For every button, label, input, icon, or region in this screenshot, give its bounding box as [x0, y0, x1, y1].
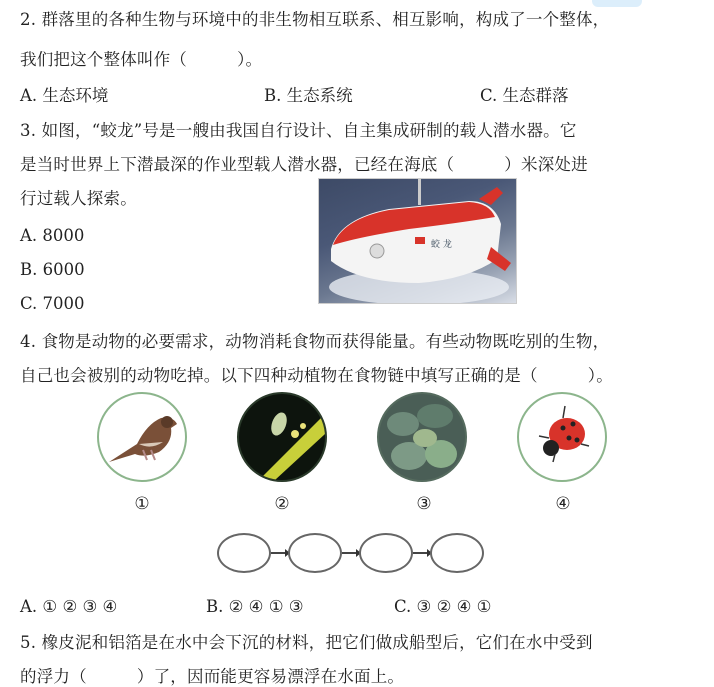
q3-text-line1: 3. 如图，“蛟龙”号是一艘由我国自行设计、自主集成研制的载人潜水器。它 [20, 121, 577, 140]
picture-label-1: ① [134, 494, 150, 514]
q3-option-b[interactable]: B. 6000 [20, 260, 85, 279]
arrow-right-icon [342, 552, 358, 554]
q2-text-line1: 2. 群落里的各种生物与环境中的非生物相互联系、相互影响，构成了一个整体， [20, 10, 610, 29]
q4-option-b[interactable]: B. ② ④ ① ③ [206, 597, 304, 616]
arrow-right-icon [413, 552, 429, 554]
picture-label-4: ④ [555, 494, 571, 514]
arrow-right-icon [271, 552, 287, 554]
leaf-plant-icon [379, 394, 465, 480]
top-scroll-indicator [592, 0, 642, 7]
picture-sparrow [97, 392, 187, 482]
food-chain-slot-4[interactable] [430, 533, 484, 573]
q4-text-line2: 自己也会被别的动物吃掉。以下四种动植物在食物链中填写正确的是（ ）。 [20, 366, 613, 385]
picture-aphids [237, 392, 327, 482]
food-chain-slot-3[interactable] [359, 533, 413, 573]
q4-option-c[interactable]: C. ③ ② ④ ① [394, 597, 492, 616]
picture-label-3: ③ [416, 494, 432, 514]
food-chain-slot-1[interactable] [217, 533, 271, 573]
food-chain-slot-2[interactable] [288, 533, 342, 573]
q3-text-line3: 行过载人探索。 [20, 189, 137, 208]
q2-text-line2: 我们把这个整体叫作（ ）。 [20, 50, 263, 69]
picture-label-2: ② [274, 494, 290, 514]
q5-text-line1: 5. 橡皮泥和铝箔是在水中会下沉的材料，把它们做成船型后，它们在水中受到 [20, 633, 593, 652]
sparrow-icon [99, 394, 185, 480]
q4-option-a[interactable]: A. ① ② ③ ④ [20, 597, 118, 616]
submersible-photo [318, 178, 517, 304]
q3-option-a[interactable]: A. 8000 [20, 226, 85, 245]
submersible-illustration [319, 179, 516, 303]
q2-option-c[interactable]: C. 生态群落 [480, 86, 569, 105]
ladybug-icon [519, 394, 605, 480]
picture-plant [377, 392, 467, 482]
q3-text-line2: 是当时世界上下潜最深的作业型载人潜水器，已经在海底（ ）米深处进 [20, 155, 588, 174]
aphids-icon [239, 394, 325, 480]
q4-text-line1: 4. 食物是动物的必要需求，动物消耗食物而获得能量。有些动物既吃别的生物， [20, 332, 610, 351]
q5-text-line2: 的浮力（ ）了，因而能更容易漂浮在水面上。 [20, 667, 405, 686]
picture-ladybug [517, 392, 607, 482]
svg-text:蛟 龙: 蛟 龙 [431, 240, 452, 250]
q2-option-b[interactable]: B. 生态系统 [264, 86, 353, 105]
q3-option-c[interactable]: C. 7000 [20, 294, 85, 313]
q2-option-a[interactable]: A. 生态环境 [20, 86, 109, 105]
